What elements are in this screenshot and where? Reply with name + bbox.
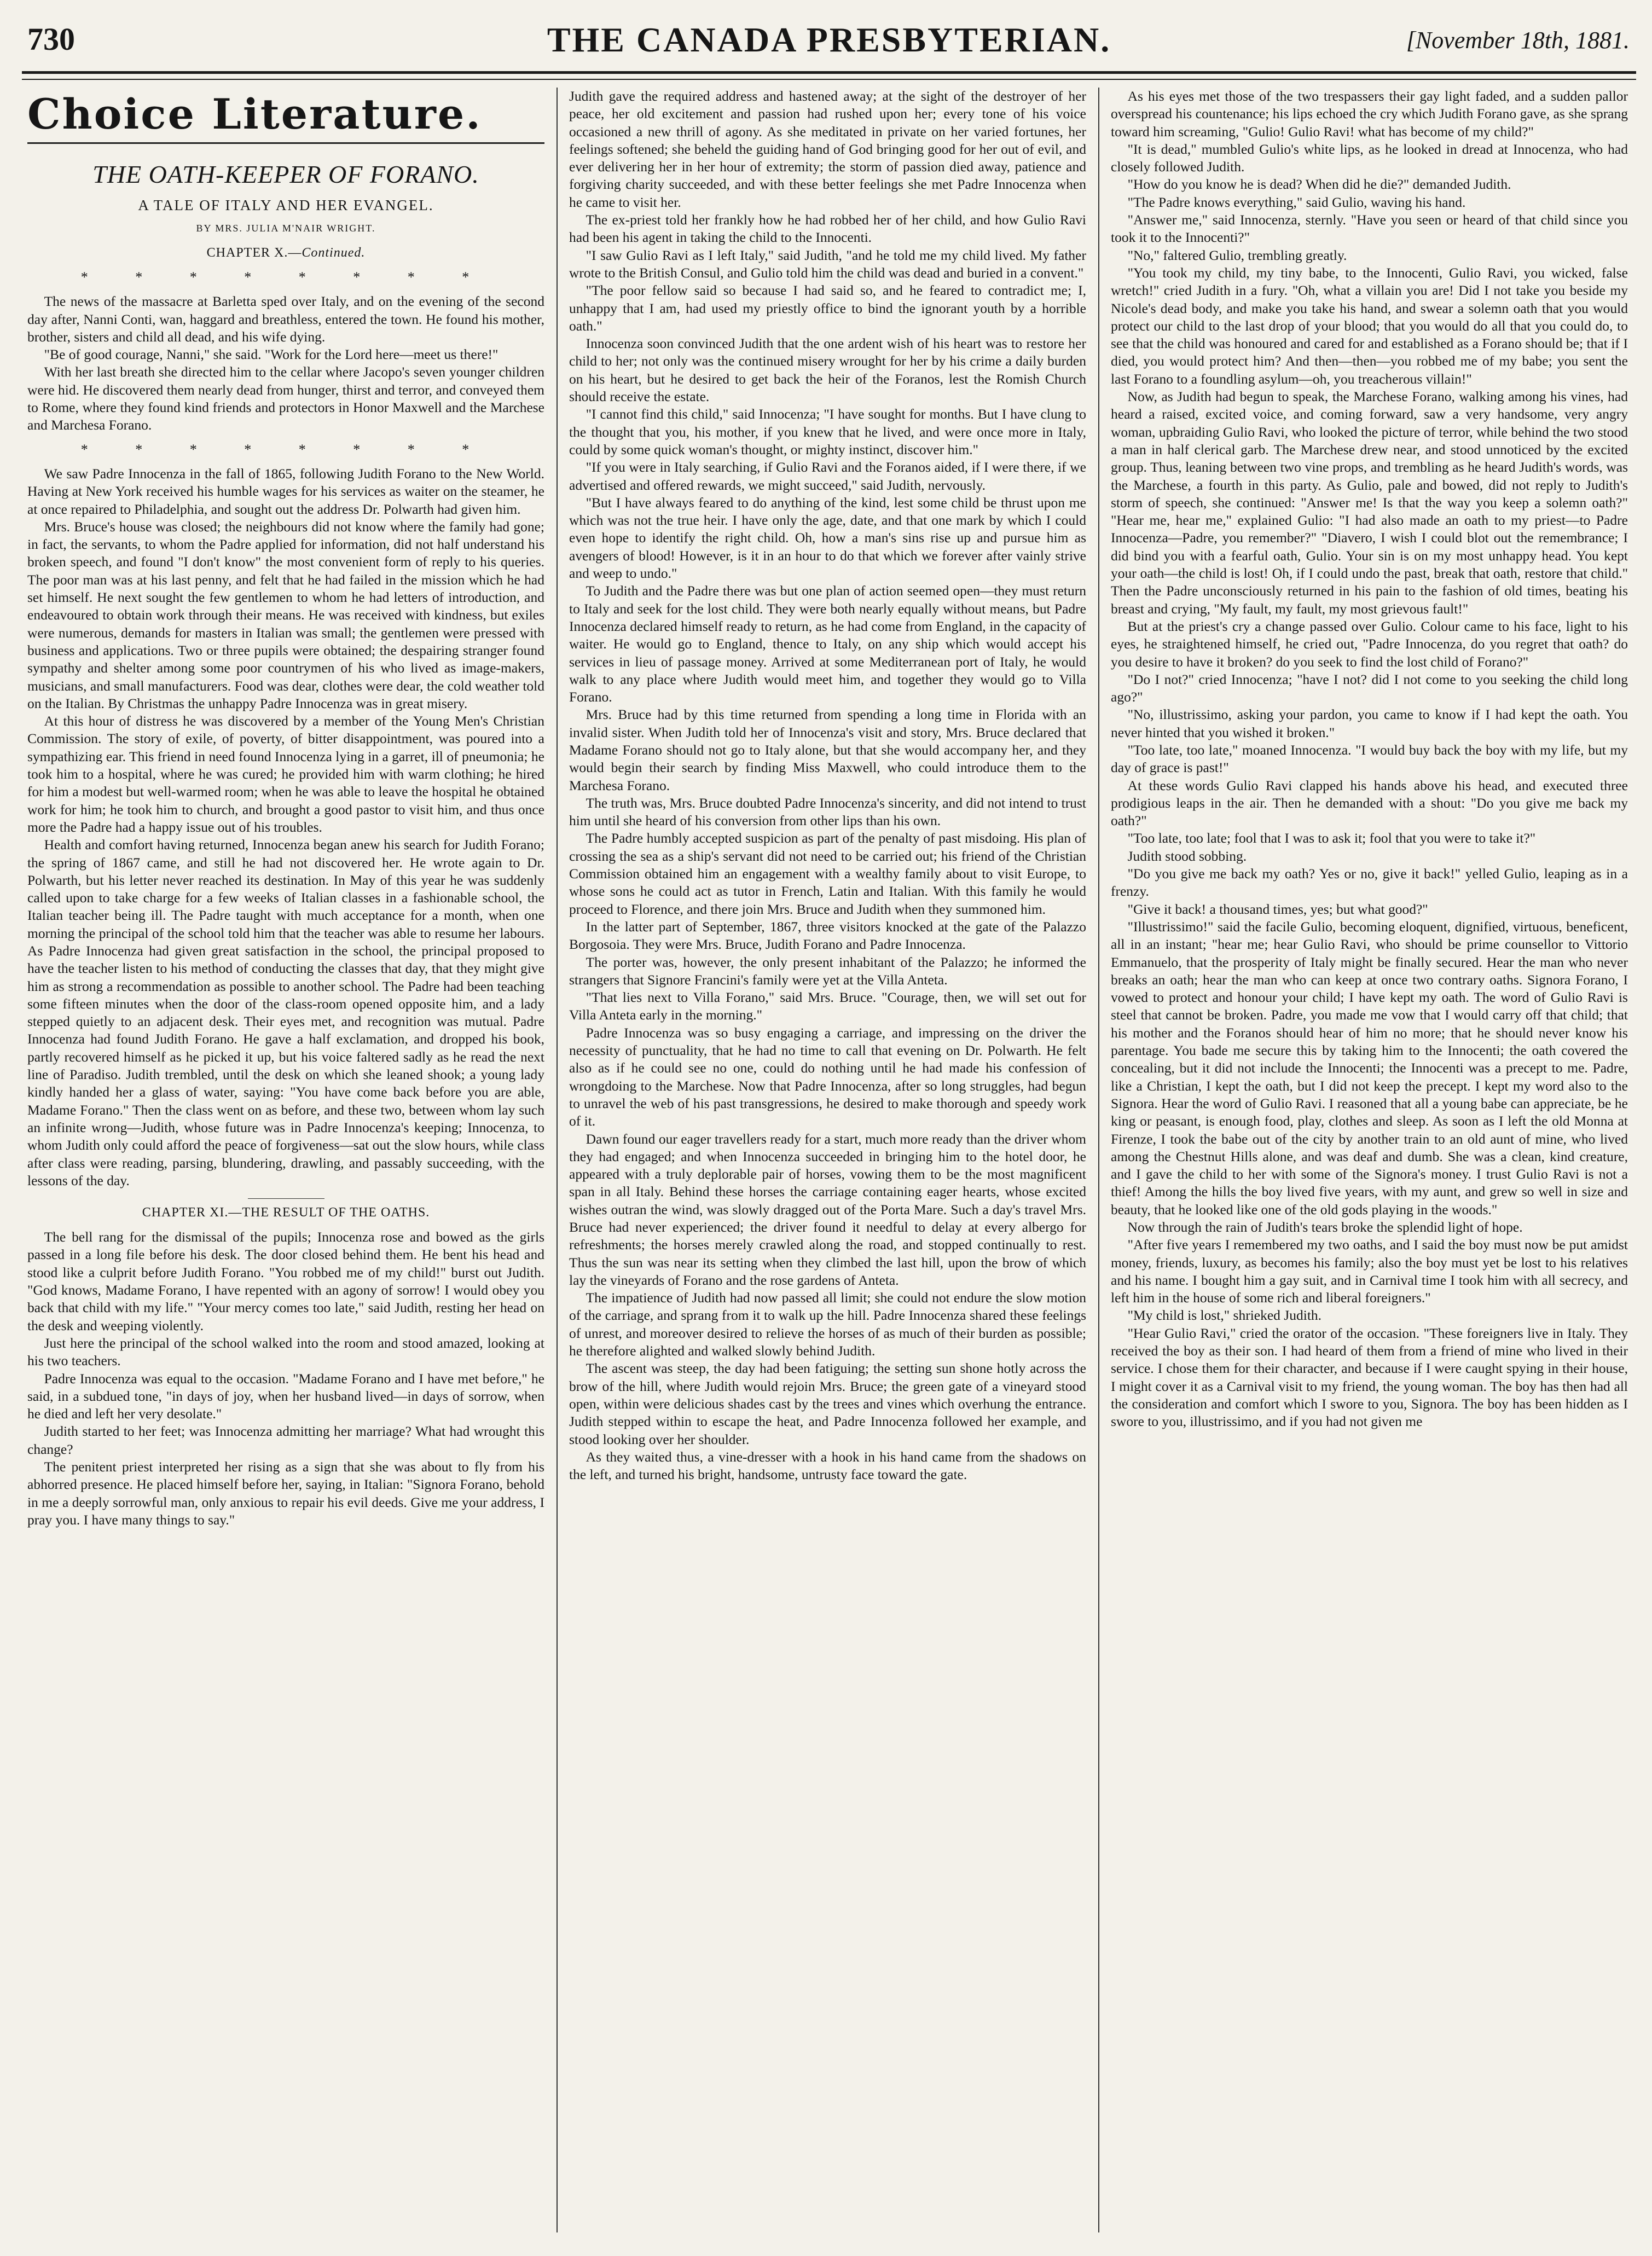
section-heading: Choice Literature. [27,90,544,144]
section-stars: * * * * * * * * [80,441,491,457]
paragraph: The penitent priest interpreted her rising as a sign that she was about to fly from his abhorred presence. He placed himself before her, saying, in Italian: "Signora Forano, behold in me a deeply sorrowful man, only anxious to repair his evil deeds. Give me your address, I pray you. I have many things to say." [27,1459,544,1528]
paragraph: "Answer me," said Innocenza, sternly. "Have you seen or heard of that child since you took it to the Innocenti?" [1111,212,1628,246]
paragraph: With her last breath she directed him to the cellar where Jacopo's seven younger children were hid. He discovered them nearly dead from hunger, thirst and terror, and conveyed them to Rome, where they found kind friends and protectors in Honor Maxwell and the Marchese and Marchesa Forano. [27,364,544,433]
header-rule [22,71,1636,74]
paragraph: The ascent was steep, the day had been fatiguing; the setting sun shone hotly across the brow of the hill, where Judith would rejoin Mrs. Bruce; the green gate of a vineyard stood open, within were delicious shades cast by the trees and vines which overhung the entrance. Judith stepped within to escape the heat, and Padre Innocenza followed her example, and stood looking over her shoulder. [569,1360,1086,1447]
paragraph: "Too late, too late; fool that I was to ask it; fool that you were to take it?" [1127,830,1536,846]
paragraph: At these words Gulio Ravi clapped his hands above his head, and executed three prodigious leaps in the air. Then he demanded with a shout: "Do you give me back my oath?" [1111,777,1628,829]
page-header [22,20,1636,63]
paragraph: "My child is lost," shrieked Judith. [1127,1307,1322,1324]
paragraph: Padre Innocenza was so busy engaging a carriage, and impressing on the driver the necessity of punctuality, that he had no time to call that evening on Dr. Polwarth. He felt also as if he could see no one, could do nothing until he had made his confession of wrongdoing to the Marchese. Now that Padre Innocenza, after so long struggles, had begun to unravel the web of his past transgressions, he desired to make thorough and speedy work of it. [569,1024,1086,1129]
paragraph: "I saw Gulio Ravi as I left Italy," said Judith, "and he told me my child lived. My father wrote to the British Consul, and Gulio told him the child was dead and buried in a convent." [569,247,1086,281]
paragraph: "No, illustrissimo, asking your pardon, you came to know if I had kept the oath. You never hinted that you wished it broken." [1111,706,1628,740]
paragraph: We saw Padre Innocenza in the fall of 1865, following Judith Forano to the New World. Having at New York received his humble wages for his services as waiter on the steamer, he at once repaired to Philadelphia, and sought out the address Dr. Polwarth had given him. [27,465,544,517]
chapter-number: CHAPTER X.— [206,246,302,260]
paragraph: At this hour of distress he was discovered by a member of the Young Men's Christian Commission. The story of exile, of poverty, of bitter disappointment, was poured into a sympathizing ear. This friend in need found Innocenza lying in a garret, ill of pneumonia; he took him to a hospital, where he was cured; he provided him with warm clothing; he hired for him a modest but well-warmed room; when he was able to leave the hospital he obtained work for him; he took him to church, and brought a good pastor to visit him, and thus once more the Padre had a happy issue out of his troubles. [27,713,544,835]
section-stars: * * * * * * * * [80,269,491,285]
paragraph: "If you were in Italy searching, if Gulio Ravi and the Foranos aided, if I were there, if we advertised and offered rewards, we might succeed," said Judith, nervously. [569,459,1086,493]
paragraph: The bell rang for the dismissal of the pupils; Innocenza rose and bowed as the girls passed in a long file before his desk. The door closed behind them. He bent his head and stood like a culprit before Judith Forano. "You robbed me of my child!" burst out Judith. "God knows, Madame Forano, I have repented with an agony of sorrow! I would obey you back that child with my life." "Your mercy comes too late," said Judith, resting her head on the desk and weeping violently. [27,1229,544,1333]
paragraph: Judith started to her feet; was Innocenza admitting her marriage? What had wrought this change? [27,1423,544,1457]
paragraph: The ex-priest told her frankly how he had robbed her of her child, and how Gulio Ravi had been his agent in taking the child to the Innocenti. [569,212,1086,246]
paragraph: In the latter part of September, 1867, three visitors knocked at the gate of the Palazzo Borgosoia. They were Mrs. Bruce, Judith Forano and Padre Innocenza. [569,918,1086,953]
paragraph: Now, as Judith had begun to speak, the Marchese Forano, walking among his vines, had heard a raised, excited voice, and coming forward, saw a very handsome, very angry woman, upbraiding Gulio Ravi, who looked the picture of terror, while behind the two stood a man in half clerical garb. The Marchese drew near, and stood unnoticed by the excited group. Thus, leaning between two vine props, and trembling as he heard Judith's words, was the Marchese, a fourth in this party. As Gulio, pale and bowed, did not reply to Judith's storm of speech, she continued: "Answer me! Is that the way you keep a solemn oath?" "Hear me, hear me," explained Gulio: "I had also made an oath to my priest—to Padre Innocenza—Padre, you remember?" "Diavero, I wish I could blot out the remembrance; I did bind you with a fearful oath, Gulio. Your sin is on my most unhappy head. You kept your oath—the child is lost! Oh, if I could undo the past, break that oath, restore that child." Then the Padre unconsciously returned in his pain to the fashion of old times, beating his breast and crying, "My fault, my fault, my most grievous fault!" [1111,388,1628,617]
paragraph: As they waited thus, a vine-dresser with a hook in his hand came from the shadows on the left, and turned his bright, handsome, untrusty face toward the gate. [569,1448,1086,1483]
masthead-title: THE CANADA PRESBYTERIAN. [547,20,1111,59]
column-3 [1111,88,1628,2243]
paragraph: Just here the principal of the school walked into the room and stood amazed, looking at his two teachers. [27,1335,544,1369]
page-number: 730 [27,21,75,57]
paragraph: But at the priest's cry a change passed over Gulio. Colour came to his face, light to his eyes, he straightened himself, he cried out, "Padre Innocenza, do you regret that oath? do you desire to have it broken? do you seek to find the lost child of Forano?" [1111,618,1628,670]
story-title: THE OATH-KEEPER OF FORANO. [92,160,479,188]
column-divider [1098,88,1099,2232]
chapter-continued: Continued. [302,246,366,260]
paragraph: "You took my child, my tiny babe, to the Innocenti, Gulio Ravi, you wicked, false wretch!" cried Judith in a fury. "Oh, what a villain you are! Did I not take you beside my Nicole's dead body, and make you take his hand, and swear a solemn oath that you would protect our child to the last drop of your blood; that you would do all that you could do, to see that the child was honoured and cared for and established as a Forano should be; that if I died, you would protect him? And then—then—you robbed me of my babe; you sent the last Forano to a foundling asylum—oh, you treacherous villain!" [1111,264,1628,387]
paragraph: "The Padre knows everything," said Gulio, waving his hand. [1127,194,1466,210]
issue-date: [November 18th, 1881. [1406,27,1630,54]
column-2 [569,88,1086,2243]
paragraph: "Do I not?" cried Innocenza; "have I not? did I not come to you seeking the child long ago?" [1111,671,1628,705]
paragraph: "After five years I remembered my two oaths, and I said the boy must now be put amidst money, friends, luxury, as becomes his family; also the boy must yet be lost to his relatives and his name. I bought him a gay suit, and in Carnival time I took him with all secrecy, and left him in the house of some rich and liberal foreigners." [1111,1237,1628,1306]
paragraph: "Give it back! a thousand times, yes; but what good?" [1127,901,1428,917]
paragraph: "I cannot find this child," said Innocenza; "I have sought for months. But I have clung to the thought that you, his mother, if you knew that he lived, and were once more in Italy, could by some quick woman's thought, or mighty instinct, discover him." [569,406,1086,457]
story-subtitle: A TALE OF ITALY AND HER EVANGEL. [138,197,434,213]
column-1 [27,88,544,2243]
chapter-heading [27,243,544,262]
paragraph: "Be of good courage, Nanni," she said. "Work for the Lord here—meet us there!" [44,346,499,363]
paragraph: "How do you know he is dead? When did he die?" demanded Judith. [1127,176,1511,193]
paragraph: Padre Innocenza was equal to the occasion. "Madame Forano and I have met before," he said, in a subdued tone, "in days of joy, when her husband lived—in days of sorrow, when he died and left her very desolate." [27,1370,544,1422]
paragraph: Dawn found our eager travellers ready for a start, much more ready than the driver whom they had engaged; and when Innocenza succeeded in bringing him to the hotel door, he appeared with a truly deplorable pair of horses, vowing them to be the most magnificent span in all Italy. Behind these horses the carriage containing eager hearts, whose excited wishes outran the wind, was slowly dragged out of the Porta Mare. Such a day's travel Mrs. Bruce had never experienced; the driver found it needful to delay at every albergo for refreshments; the horses merely crawled along the road, and stopped continually to rest. Thus the sun was near its setting when they climbed the last hill, upon the brow of which lay the vineyards of Forano and the rose gardens of Anteta. [569,1130,1086,1288]
paragraph: "Too late, too late," moaned Innocenza. "I would buy back the boy with my life, but my day of grace is past!" [1111,741,1628,776]
paragraph: "But I have always feared to do anything of the kind, lest some child be thrust upon me which was not the true heir. I have only the age, date, and that one mark by which I could even hope to identify the right child. Oh, how a man's sins rise up and pursue him as avengers of blood! However, is it in an hour to do that which we forever after vainly strive and weep to undo." [569,494,1086,582]
paragraph: Mrs. Bruce had by this time returned from spending a long time in Florida with an invalid sister. When Judith told her of Innocenza's visit and story, Mrs. Bruce declared that Madame Forano should not go to Italy alone, but that she would accompany her, and they would begin their search by finding Miss Maxwell, who could introduce them to the Marchesa Forano. [569,706,1086,793]
paragraph: "Illustrissimo!" said the facile Gulio, becoming eloquent, dignified, virtuous, beneficent, all in an instant; "hear me; hear Gulio Ravi, who should be prime counsellor to Vittorio Emmanuelo, that the prosperity of Italy might be finally secured. Hear the man who never breaks an oath; hear the man who can keep at once two contrary oaths. Signora Forano, I vowed to protect and honour your child; I have kept my oath. The word of Gulio Ravi is steel that cannot be broken. Padre, you made me vow that I would carry off that child; that his mother and the Foranos should hear of him no more; that he should never know his parentage. You bade me secure this by taking him to the Innocenti; the oath covered the concealing, but it did not include the Innocenti; the Innocenti was a precept to me. Padre, like a Christian, I kept the oath, but I did not keep the precept. I kept my word also to the Signora. Hear the word of Gulio Ravi. I reasoned that all a young babe can appreciate, be he king or peasant, is enough food, play, clothes and sleep. As soon as I left the old Monna at Firenze, I took the babe out of the city by another train to an old aunt of mine, who lived among the Chestnut Hills alone, and was deaf and dumb. She was a clean, kind creature, and I gave the child to her with some of the Signora's money. I trust Gulio Ravi is not a thief! Among the hills the boy lived five years, with my aunt, and grew so well in size and beauty, that he looked like one of the old gods playing in the woods." [1111,918,1628,1217]
column-divider [557,88,558,2232]
paragraph: As his eyes met those of the two trespassers their gay light faded, and a sudden pallor overspread his countenance; his lips echoed the cry which Judith Forano gave, as she sprang toward him screaming, "Gulio! Gulio Ravi! what has become of my child?" [1111,88,1628,140]
paragraph: To Judith and the Padre there was but one plan of action seemed open—they must return to Italy and seek for the lost child. They were both nearly equally without means, but Padre Innocenza declared himself ready to return, as he had come from England, in the capacity of waiter. He would go to England, thence to Italy, on any ship which would accept his services in lieu of passage money. Arrived at some Mediterranean port of Italy, he would walk to any place where Judith would meet him, and together they would go to Villa Forano. [569,583,1086,705]
paragraph: The Padre humbly accepted suspicion as part of the penalty of past misdoing. His plan of crossing the sea as a ship's servant did not need to be carried out; his friend of the Christian Commission obtained him an engagement with a wealthy family about to visit Europe, to whose sons he could act as tutor in French, Latin and Italian. With this family he would proceed to Florence, and there join Mrs. Bruce and Judith when they summoned him. [569,830,1086,917]
paragraph: Mrs. Bruce's house was closed; the neighbours did not know where the family had gone; in fact, the servants, to whom the Padre applied for information, did not half understand his broken speech, and found "I don't know" the most convenient form of reply to his queries. The poor man was at his last penny, and felt that he had failed in the mission which he had set himself. He next sought the few gentlemen to whom he had letters of introduction, and endeavoured to obtain work through their means. He was received with kindness, but exiles were numerous, demands for masters in Italian was small; the gentlemen were pressed with business and applications. Two or three pupils were obtained; the despairing stranger found sympathy and shelter among some poor countrymen of his who lived as image-makers, musicians, and small manufacturers. Food was dear, clothes were dear, the cold weather told on the Italian. By Christmas the unhappy Padre Innocenza was in great misery. [27,518,544,711]
paragraph: Judith gave the required address and hastened away; at the sight of the destroyer of her peace, her old excitement and passion had rushed upon her; every tone of his voice occasioned a new thrill of agony. As she meditated in private on her varied fortunes, her feelings softened; she beheld the guiding hand of God bringing good for her out of evil, and ever delivering her in her hour of extremity; the storm of passion died away, patience and forgiving charity succeeded, and with these better feelings she met Padre Innocenza when he came to visit her. [569,88,1086,210]
paragraph: The truth was, Mrs. Bruce doubted Padre Innocenza's sincerity, and did not intend to trust him until she heard of his conversion from other lips than his own. [569,794,1086,829]
chapter-separator [248,1198,324,1199]
header-rule-thin [22,79,1636,80]
paragraph: The impatience of Judith had now passed all limit; she could not endure the slow motion of the carriage, and sprang from it to walk up the hill. Padre Innocenza shared these feelings of unrest, and moreover desired to relieve the horses of as much of their burden as possible; he therefore alighted and walked slowly behind Judith. [569,1290,1086,1359]
paragraph: "Do you give me back my oath? Yes or no, give it back!" yelled Gulio, leaping as in a frenzy. [1111,866,1628,900]
paragraph: The porter was, however, the only present inhabitant of the Palazzo; he informed the strangers that Signore Francini's family were yet at the Villa Anteta. [569,954,1086,988]
paragraph: Now through the rain of Judith's tears broke the splendid light of hope. [1127,1219,1523,1235]
paragraph: "That lies next to Villa Forano," said Mrs. Bruce. "Courage, then, we will set out for Villa Anteta early in the morning." [569,989,1086,1023]
paragraph: Judith stood sobbing. [1127,848,1247,864]
paragraph: "No," faltered Gulio, trembling greatly. [1127,247,1347,263]
paragraph: Health and comfort having returned, Innocenza began anew his search for Judith Forano; the spring of 1867 came, and still he had not discovered her. He wrote again to Dr. Polwarth, but his letter never reached its destination. In May of this year he was suddenly called upon to take charge for a few weeks of Italian classes in a fashionable school, the Italian teacher being ill. The Padre taught with much acceptance for a month, when one morning the principal of the school told him that the teacher was able to resume her labours. As Padre Innocenza had given great satisfaction in the school, the principal proposed to have the teacher listen to his method of conducting the classes that day, that they might give him as strong a recommendation as possible to another school. The Padre had been teaching some fifteen minutes when the door of the class-room opened opposite him, and a lady stepped quietly to an adjacent desk. Their eyes met, and recognition was mutual. Padre Innocenza had found Judith Forano. He gave a half exclamation, and dropped his book, partly recovered himself as he picked it up, but his voice faltered sadly as he read the next line of Paradiso. Judith trembled, until the desk on which she leaned shook; a young lady kindly handed her a glass of water, saying: "You have come back before you are able, Madame Forano." Then the class went on as before, and these two, between whom lay such an infinite wrong—Judith, whose future was in Padre Innocenza's keeping; Innocenza, to whom Judith only could afford the peace of forgiveness—sat out the slow hours, while class after class were reading, parsing, blundering, drawling, and passably succeeding, with the lessons of the day. [27,837,544,1188]
paragraph: The news of the massacre at Barletta sped over Italy, and on the evening of the second day after, Nanni Conti, wan, haggard and breathless, entered the town. He found his mother, brother, sisters and child all dead, and his wife dying. [27,293,544,345]
chapter-xi-heading: CHAPTER XI.—THE RESULT OF THE OATHS. [142,1205,430,1220]
paragraph: "Hear Gulio Ravi," cried the orator of the occasion. "These foreigners live in Italy. They received the boy as their son. I had heard of them from a friend of mine who lived in their service. I chose them for their character, and because if I were caught spying in their house, I might cover it as a Carnival visit to my friend, the young woman. The boy has then had all the consideration and comfort which I swore to you, Signora. The boy has been hidden as I swore to you, illustrissimo, and if you had not given me [1111,1325,1628,1430]
paragraph: Innocenza soon convinced Judith that the one ardent wish of his heart was to restore her child to her; not only was the continued misery wrought for her by his crime a daily burden on his heart, but he desired to get back the heir of the Foranos, lest the Romish Church should receive the estate. [569,335,1086,405]
paragraph: "The poor fellow said so because I had said so, and he feared to contradict me; I, unhappy that I am, had used my priestly office to bind the ignorant youth by a horrible oath." [569,282,1086,334]
paragraph: "It is dead," mumbled Gulio's white lips, as he looked in dread at Innocenza, who had closely followed Judith. [1111,141,1628,175]
byline: BY MRS. JULIA M'NAIR WRIGHT. [196,223,376,234]
